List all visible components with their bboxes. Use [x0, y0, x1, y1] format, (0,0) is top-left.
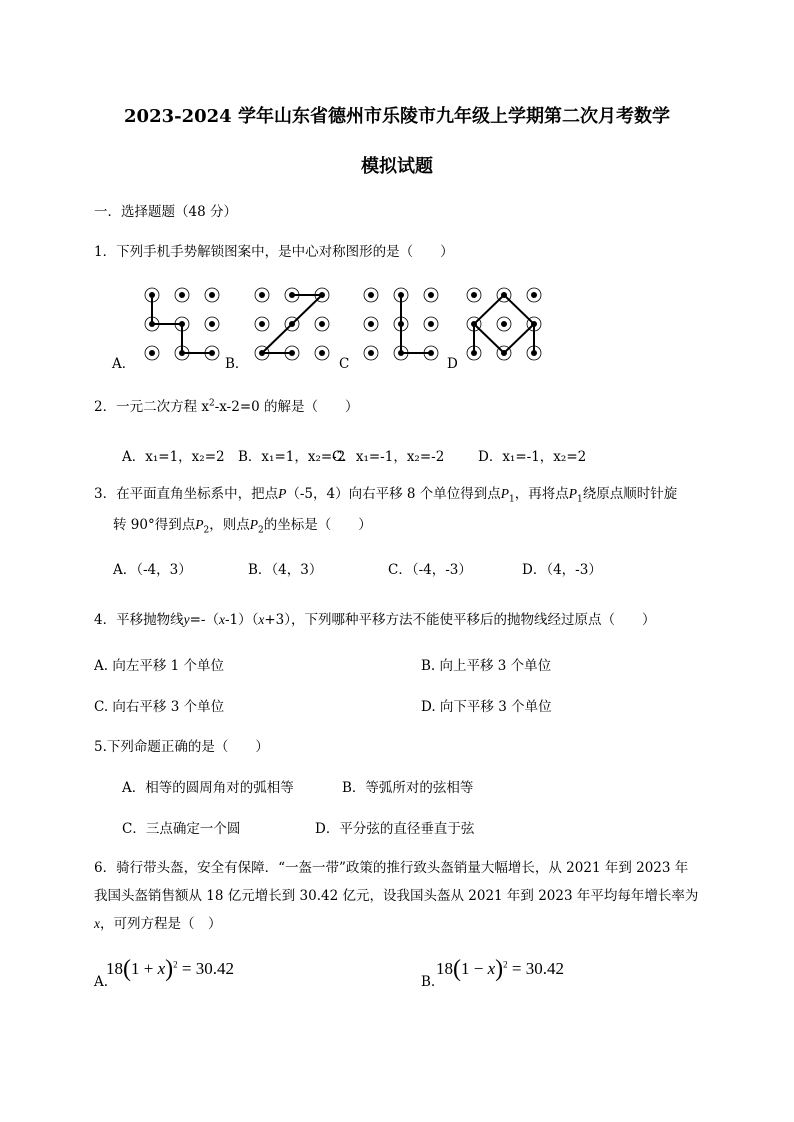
q3-option-b: B．（4，3） — [248, 562, 323, 578]
unlock-pattern-c — [357, 283, 447, 368]
unlock-pattern-b — [248, 283, 338, 368]
q6-option-a-label: A. — [94, 974, 109, 990]
section-heading: 一．选择题题（48 分） — [94, 204, 237, 220]
q3-option-d: D．（4，-3） — [522, 562, 602, 578]
q5-option-d: D．平分弦的直径垂直于弦 — [315, 821, 475, 837]
q4-option-b: B. 向上平移 3 个单位 — [421, 658, 552, 674]
question-6-line-2: 我国头盔销售额从 18 亿元增长到 30.42 亿元，设我国头盔从 2021 年到 2023 年平均每年增长率为 — [94, 888, 699, 904]
question-2-stem: 2．一元二次方程 $x^2-x-2=0$ 的解是（ ） — [94, 398, 359, 415]
q4-option-c: C. 向右平移 3 个单位 — [94, 699, 225, 715]
q2-option-a: A．x₁=1，x₂=2 — [122, 449, 225, 465]
question-4-stem: 4．平移抛物线y=-（x-1）（x+3），下列哪种平移方法不能使平移后的抛物线经过原点（ ） — [94, 612, 656, 628]
q6-option-b-equation: $18(1 - x)^2 = 30.42$ — [436, 956, 564, 982]
q5-option-c: C．三点确定一个圆 — [122, 821, 241, 837]
q4-option-d: D. 向下平移 3 个单位 — [421, 699, 552, 715]
question-3-line-1: 3．在平面直角坐标系中，把点P（-5，4）向右平移 8 个单位得到点$P_1$，再将点$P_1$绕原点顺时针旋 — [94, 486, 678, 505]
page-title: 2023-2024 学年山东省德州市乐陵市九年级上学期第二次月考数学 — [124, 106, 670, 127]
q6-option-a-equation: $18(1 + x)^2 = 30.42$ — [106, 956, 234, 982]
q1-option-c-label: C — [339, 356, 350, 372]
unlock-pattern-a — [138, 283, 228, 368]
q4-option-a: A. 向左平移 1 个单位 — [94, 658, 225, 674]
unlock-pattern-d — [460, 283, 550, 368]
q3-option-a: A．（-4，3） — [113, 562, 192, 578]
q3-option-c: C．（-4，-3） — [388, 562, 472, 578]
question-6-line-3: x，可列方程是（ ） — [94, 916, 222, 932]
question-1-stem: 1．下列手机手势解锁图案中，是中心对称图形的是（ ） — [94, 244, 454, 260]
q1-option-a-label: A． — [112, 356, 136, 372]
q5-option-b: B．等弧所对的弦相等 — [342, 780, 474, 796]
q5-option-a: A．相等的圆周角对的弧相等 — [122, 780, 294, 796]
question-6-line-1: 6．骑行带头盔，安全有保障．“一盔一带”政策的推行致头盔销量大幅增长，从 2021 年到 2023 年 — [94, 860, 689, 876]
q2-option-c: C．x₁=-1，x₂=-2 — [332, 449, 445, 465]
q6-option-b-label: B. — [421, 974, 436, 990]
question-5-stem: 5.下列命题正确的是（ ） — [94, 739, 269, 755]
page-subtitle: 模拟试题 — [361, 156, 433, 177]
q1-option-b-label: B． — [225, 356, 249, 372]
q2-option-d: D．x₁=-1，x₂=2 — [478, 449, 587, 465]
question-3-line-2: 转 90°得到点$P_2$，则点$P_2$的坐标是（ ） — [113, 517, 372, 536]
q2-option-b: B．x₁=1，x₂=-2 — [238, 449, 346, 465]
q1-option-d-label: D — [447, 356, 458, 372]
